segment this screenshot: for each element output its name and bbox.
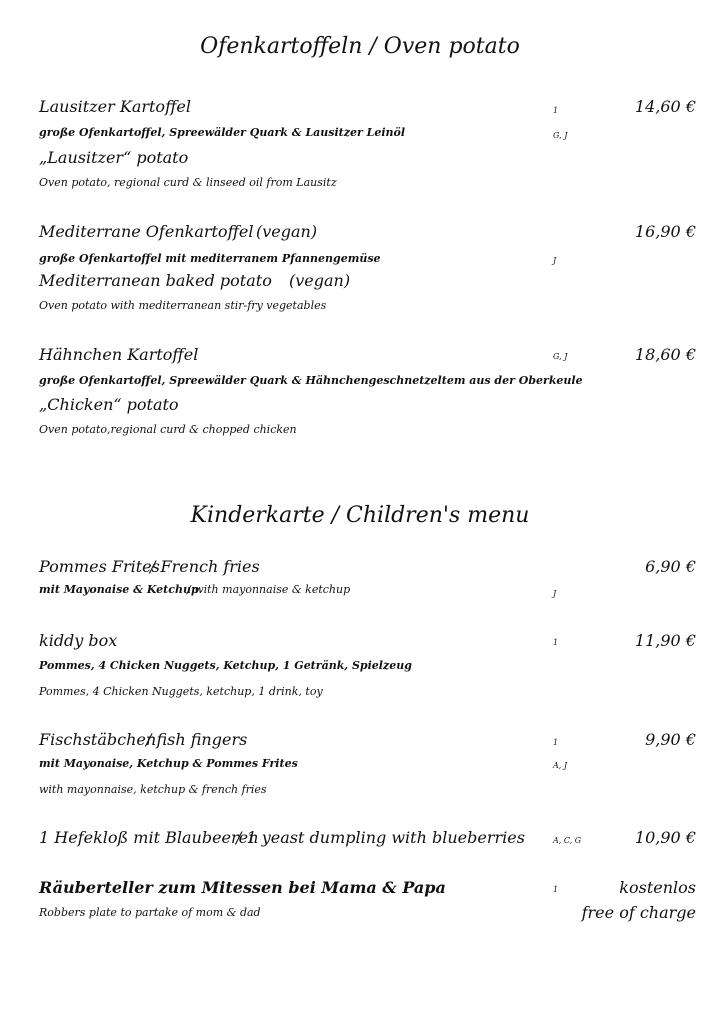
item-description-de: Pommes, 4 Chicken Nuggets, Ketchup, 1 Getränk, Spielzeug bbox=[39, 659, 412, 672]
section-title-childrens-menu: Kinderkarte / Children's menu bbox=[190, 503, 530, 528]
item-price: kostenlos bbox=[619, 878, 696, 897]
item-name-en-suffix: (vegan) bbox=[289, 271, 351, 290]
item-price: 16,90 € bbox=[634, 222, 696, 241]
item-allergen: 1 bbox=[553, 738, 559, 747]
item-price: 14,60 € bbox=[634, 97, 696, 116]
item-description-en: Oven potato with mediterranean stir-fry vegetables bbox=[39, 299, 327, 312]
item-price: 6,90 € bbox=[645, 557, 696, 576]
item-name: Fischstäbchen bbox=[39, 730, 157, 749]
item-description-en: / with mayonnaise & ketchup bbox=[187, 583, 351, 596]
item-name: 1 Hefekloß mit Blaubeeren bbox=[39, 828, 259, 847]
item-name-en: „Chicken“ potato bbox=[39, 395, 179, 414]
item-price: 10,90 € bbox=[634, 828, 696, 847]
item-price: 11,90 € bbox=[634, 631, 696, 650]
item-description-allergen: J bbox=[553, 589, 557, 598]
item-description-allergen: J bbox=[553, 256, 557, 265]
item-name: Lausitzer Kartoffel bbox=[39, 97, 191, 116]
item-description-en: Robbers plate to partake of mom & dad bbox=[39, 906, 261, 919]
item-name: Räuberteller zum Mitessen bei Mama & Papa bbox=[39, 878, 446, 897]
section-title-oven-potato: Ofenkartoffeln / Oven potato bbox=[200, 34, 520, 59]
item-price: 9,90 € bbox=[645, 730, 696, 749]
item-description-de: große Ofenkartoffel mit mediterranem Pfannengemüse bbox=[39, 252, 381, 265]
item-description-de: mit Mayonaise & Ketchup bbox=[39, 583, 199, 596]
item-name: Hähnchen Kartoffel bbox=[39, 345, 199, 364]
item-allergen: G, J bbox=[553, 352, 568, 361]
item-name-suffix: (vegan) bbox=[256, 222, 318, 241]
item-name-suffix: / 1 yeast dumpling with blueberries bbox=[236, 828, 525, 847]
item-description-allergen: G, J bbox=[553, 131, 568, 140]
item-description-allergen: A, J bbox=[553, 761, 568, 770]
item-name-suffix: / French fries bbox=[150, 557, 260, 576]
item-description-de: große Ofenkartoffel, Spreewälder Quark & Lausitzer Leinöl bbox=[39, 126, 406, 139]
item-name-en: Mediterranean baked potato bbox=[39, 271, 272, 290]
item-description-en: with mayonnaise, ketchup & french fries bbox=[39, 783, 267, 796]
item-allergen: 1 bbox=[553, 106, 559, 115]
item-name: Mediterrane Ofenkartoffel bbox=[39, 222, 254, 241]
item-description-de: mit Mayonaise, Ketchup & Pommes Frites bbox=[39, 757, 298, 770]
item-description-en: Pommes, 4 Chicken Nuggets, ketchup, 1 drink, toy bbox=[39, 685, 323, 698]
item-allergen: 1 bbox=[553, 885, 559, 894]
item-description-en: Oven potato,regional curd & chopped chicken bbox=[39, 423, 297, 436]
item-price: 18,60 € bbox=[634, 345, 696, 364]
item-description-en: Oven potato, regional curd & linseed oil from Lausitz bbox=[39, 176, 337, 189]
item-name: kiddy box bbox=[39, 631, 118, 650]
item-name-suffix: / fish fingers bbox=[146, 730, 248, 749]
item-price-en: free of charge bbox=[581, 903, 696, 922]
item-name: Pommes Frites bbox=[39, 557, 160, 576]
item-name-en: „Lausitzer“ potato bbox=[39, 148, 189, 167]
item-allergen: A, C, G bbox=[553, 836, 582, 845]
item-allergen: 1 bbox=[553, 638, 559, 647]
item-description-de: große Ofenkartoffel, Spreewälder Quark & Hähnchengeschnetzeltem aus der Oberkeule bbox=[39, 374, 583, 387]
